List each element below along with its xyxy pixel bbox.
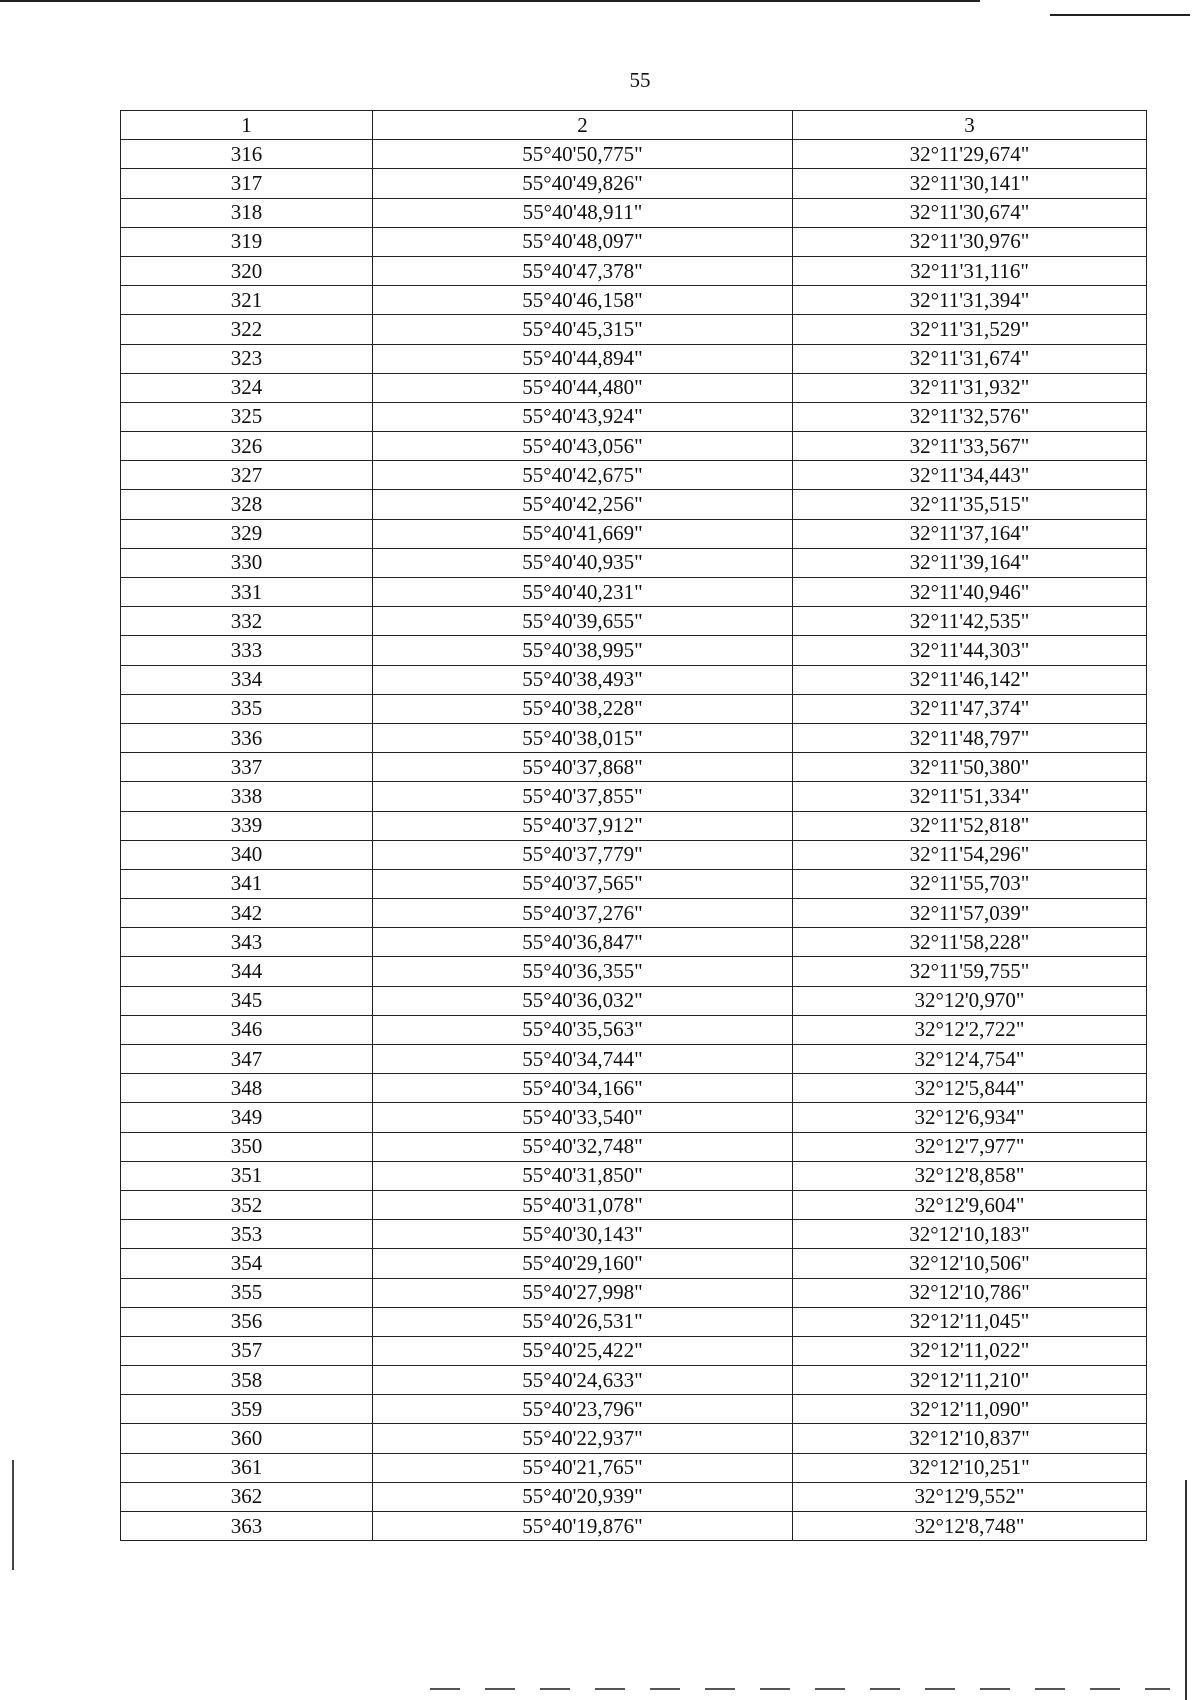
longitude-cell: 32°12'11,022" bbox=[793, 1336, 1147, 1365]
latitude-cell: 55°40'36,032" bbox=[373, 986, 793, 1015]
point-number-cell: 325 bbox=[121, 402, 373, 431]
latitude-cell: 55°40'32,748" bbox=[373, 1132, 793, 1161]
table-row bbox=[121, 169, 1147, 198]
table-row bbox=[121, 665, 1147, 694]
point-number-cell: 331 bbox=[121, 578, 373, 607]
table-row bbox=[121, 636, 1147, 665]
latitude-cell: 55°40'43,924" bbox=[373, 402, 793, 431]
point-number-cell: 348 bbox=[121, 1074, 373, 1103]
table-row bbox=[121, 1424, 1147, 1453]
latitude-cell: 55°40'34,166" bbox=[373, 1074, 793, 1103]
point-number-cell: 321 bbox=[121, 286, 373, 315]
longitude-cell: 32°11'39,164" bbox=[793, 548, 1147, 577]
table-row bbox=[121, 1103, 1147, 1132]
latitude-cell: 55°40'37,565" bbox=[373, 869, 793, 898]
latitude-cell: 55°40'45,315" bbox=[373, 315, 793, 344]
table-row bbox=[121, 315, 1147, 344]
longitude-cell: 32°12'10,506" bbox=[793, 1249, 1147, 1278]
point-number-cell: 317 bbox=[121, 169, 373, 198]
longitude-cell: 32°11'35,515" bbox=[793, 490, 1147, 519]
latitude-cell: 55°40'21,765" bbox=[373, 1453, 793, 1482]
point-number-cell: 328 bbox=[121, 490, 373, 519]
column-header-3: 3 bbox=[793, 111, 1147, 140]
latitude-cell: 55°40'38,015" bbox=[373, 723, 793, 752]
latitude-cell: 55°40'37,276" bbox=[373, 899, 793, 928]
latitude-cell: 55°40'39,655" bbox=[373, 607, 793, 636]
point-number-cell: 354 bbox=[121, 1249, 373, 1278]
latitude-cell: 55°40'29,160" bbox=[373, 1249, 793, 1278]
table-row bbox=[121, 1161, 1147, 1190]
longitude-cell: 32°11'48,797" bbox=[793, 723, 1147, 752]
longitude-cell: 32°12'10,183" bbox=[793, 1220, 1147, 1249]
latitude-cell: 55°40'22,937" bbox=[373, 1424, 793, 1453]
point-number-cell: 329 bbox=[121, 519, 373, 548]
point-number-cell: 358 bbox=[121, 1366, 373, 1395]
latitude-cell: 55°40'26,531" bbox=[373, 1307, 793, 1336]
point-number-cell: 340 bbox=[121, 840, 373, 869]
point-number-cell: 344 bbox=[121, 957, 373, 986]
coordinates-table bbox=[120, 110, 1147, 1541]
scan-dash-bottom bbox=[430, 1688, 1170, 1690]
point-number-cell: 352 bbox=[121, 1190, 373, 1219]
column-header-1: 1 bbox=[121, 111, 373, 140]
latitude-cell: 55°40'31,850" bbox=[373, 1161, 793, 1190]
table-row bbox=[121, 782, 1147, 811]
longitude-cell: 32°12'4,754" bbox=[793, 1045, 1147, 1074]
latitude-cell: 55°40'41,669" bbox=[373, 519, 793, 548]
latitude-cell: 55°40'27,998" bbox=[373, 1278, 793, 1307]
latitude-cell: 55°40'49,826" bbox=[373, 169, 793, 198]
table-row bbox=[121, 986, 1147, 1015]
latitude-cell: 55°40'20,939" bbox=[373, 1482, 793, 1511]
longitude-cell: 32°11'55,703" bbox=[793, 869, 1147, 898]
latitude-cell: 55°40'48,911" bbox=[373, 198, 793, 227]
table-row bbox=[121, 1336, 1147, 1365]
point-number-cell: 357 bbox=[121, 1336, 373, 1365]
point-number-cell: 345 bbox=[121, 986, 373, 1015]
longitude-cell: 32°11'34,443" bbox=[793, 461, 1147, 490]
longitude-cell: 32°12'9,604" bbox=[793, 1190, 1147, 1219]
scan-edge-right bbox=[1185, 1480, 1187, 1700]
longitude-cell: 32°11'57,039" bbox=[793, 899, 1147, 928]
table-row bbox=[121, 227, 1147, 256]
table-row bbox=[121, 256, 1147, 285]
latitude-cell: 55°40'36,355" bbox=[373, 957, 793, 986]
latitude-cell: 55°40'37,912" bbox=[373, 811, 793, 840]
point-number-cell: 338 bbox=[121, 782, 373, 811]
longitude-cell: 32°12'10,786" bbox=[793, 1278, 1147, 1307]
longitude-cell: 32°11'42,535" bbox=[793, 607, 1147, 636]
latitude-cell: 55°40'44,894" bbox=[373, 344, 793, 373]
table-row bbox=[121, 1132, 1147, 1161]
latitude-cell: 55°40'38,493" bbox=[373, 665, 793, 694]
table-row bbox=[121, 578, 1147, 607]
table-row bbox=[121, 811, 1147, 840]
table-row bbox=[121, 1307, 1147, 1336]
point-number-cell: 356 bbox=[121, 1307, 373, 1336]
point-number-cell: 335 bbox=[121, 694, 373, 723]
longitude-cell: 32°12'10,251" bbox=[793, 1453, 1147, 1482]
point-number-cell: 326 bbox=[121, 432, 373, 461]
longitude-cell: 32°11'59,755" bbox=[793, 957, 1147, 986]
latitude-cell: 55°40'48,097" bbox=[373, 227, 793, 256]
scan-edge-top-right bbox=[1050, 14, 1190, 16]
point-number-cell: 346 bbox=[121, 1015, 373, 1044]
longitude-cell: 32°11'31,529" bbox=[793, 315, 1147, 344]
table-body bbox=[121, 140, 1147, 1541]
point-number-cell: 324 bbox=[121, 373, 373, 402]
table-header-row bbox=[121, 111, 1147, 140]
longitude-cell: 32°11'46,142" bbox=[793, 665, 1147, 694]
scan-edge-top bbox=[0, 0, 980, 2]
scan-edge-left bbox=[12, 1460, 14, 1570]
table-row bbox=[121, 1074, 1147, 1103]
table-row bbox=[121, 490, 1147, 519]
point-number-cell: 327 bbox=[121, 461, 373, 490]
longitude-cell: 32°12'10,837" bbox=[793, 1424, 1147, 1453]
table-row bbox=[121, 519, 1147, 548]
longitude-cell: 32°11'54,296" bbox=[793, 840, 1147, 869]
longitude-cell: 32°11'32,576" bbox=[793, 402, 1147, 431]
latitude-cell: 55°40'42,256" bbox=[373, 490, 793, 519]
latitude-cell: 55°40'38,995" bbox=[373, 636, 793, 665]
latitude-cell: 55°40'23,796" bbox=[373, 1395, 793, 1424]
point-number-cell: 349 bbox=[121, 1103, 373, 1132]
table-row bbox=[121, 1220, 1147, 1249]
longitude-cell: 32°11'31,674" bbox=[793, 344, 1147, 373]
latitude-cell: 55°40'37,868" bbox=[373, 753, 793, 782]
table-row bbox=[121, 432, 1147, 461]
longitude-cell: 32°11'50,380" bbox=[793, 753, 1147, 782]
point-number-cell: 355 bbox=[121, 1278, 373, 1307]
longitude-cell: 32°11'31,394" bbox=[793, 286, 1147, 315]
point-number-cell: 362 bbox=[121, 1482, 373, 1511]
longitude-cell: 32°11'29,674" bbox=[793, 140, 1147, 169]
point-number-cell: 333 bbox=[121, 636, 373, 665]
point-number-cell: 343 bbox=[121, 928, 373, 957]
table-row bbox=[121, 461, 1147, 490]
point-number-cell: 316 bbox=[121, 140, 373, 169]
point-number-cell: 339 bbox=[121, 811, 373, 840]
longitude-cell: 32°11'40,946" bbox=[793, 578, 1147, 607]
point-number-cell: 322 bbox=[121, 315, 373, 344]
table-row bbox=[121, 1395, 1147, 1424]
point-number-cell: 363 bbox=[121, 1512, 373, 1541]
table-row bbox=[121, 928, 1147, 957]
table-row bbox=[121, 140, 1147, 169]
table-row bbox=[121, 1366, 1147, 1395]
point-number-cell: 359 bbox=[121, 1395, 373, 1424]
latitude-cell: 55°40'42,675" bbox=[373, 461, 793, 490]
point-number-cell: 341 bbox=[121, 869, 373, 898]
table-row bbox=[121, 840, 1147, 869]
table-row bbox=[121, 694, 1147, 723]
table-row bbox=[121, 1249, 1147, 1278]
latitude-cell: 55°40'37,855" bbox=[373, 782, 793, 811]
longitude-cell: 32°12'8,748" bbox=[793, 1512, 1147, 1541]
longitude-cell: 32°12'8,858" bbox=[793, 1161, 1147, 1190]
point-number-cell: 319 bbox=[121, 227, 373, 256]
table-row bbox=[121, 899, 1147, 928]
point-number-cell: 342 bbox=[121, 899, 373, 928]
latitude-cell: 55°40'40,231" bbox=[373, 578, 793, 607]
latitude-cell: 55°40'24,633" bbox=[373, 1366, 793, 1395]
latitude-cell: 55°40'38,228" bbox=[373, 694, 793, 723]
page-number: 55 bbox=[629, 68, 651, 92]
point-number-cell: 351 bbox=[121, 1161, 373, 1190]
latitude-cell: 55°40'47,378" bbox=[373, 256, 793, 285]
longitude-cell: 32°12'11,090" bbox=[793, 1395, 1147, 1424]
table-row bbox=[121, 373, 1147, 402]
point-number-cell: 332 bbox=[121, 607, 373, 636]
table-row bbox=[121, 198, 1147, 227]
table-row bbox=[121, 1278, 1147, 1307]
point-number-cell: 360 bbox=[121, 1424, 373, 1453]
longitude-cell: 32°11'30,141" bbox=[793, 169, 1147, 198]
table-row bbox=[121, 753, 1147, 782]
longitude-cell: 32°11'47,374" bbox=[793, 694, 1147, 723]
latitude-cell: 55°40'34,744" bbox=[373, 1045, 793, 1074]
column-header-2: 2 bbox=[373, 111, 793, 140]
point-number-cell: 323 bbox=[121, 344, 373, 373]
longitude-cell: 32°11'44,303" bbox=[793, 636, 1147, 665]
longitude-cell: 32°12'11,210" bbox=[793, 1366, 1147, 1395]
longitude-cell: 32°11'51,334" bbox=[793, 782, 1147, 811]
latitude-cell: 55°40'36,847" bbox=[373, 928, 793, 957]
longitude-cell: 32°11'37,164" bbox=[793, 519, 1147, 548]
latitude-cell: 55°40'33,540" bbox=[373, 1103, 793, 1132]
longitude-cell: 32°12'6,934" bbox=[793, 1103, 1147, 1132]
table-row bbox=[121, 607, 1147, 636]
longitude-cell: 32°12'2,722" bbox=[793, 1015, 1147, 1044]
point-number-cell: 337 bbox=[121, 753, 373, 782]
latitude-cell: 55°40'40,935" bbox=[373, 548, 793, 577]
latitude-cell: 55°40'43,056" bbox=[373, 432, 793, 461]
table-row bbox=[121, 957, 1147, 986]
latitude-cell: 55°40'46,158" bbox=[373, 286, 793, 315]
longitude-cell: 32°12'7,977" bbox=[793, 1132, 1147, 1161]
longitude-cell: 32°11'30,674" bbox=[793, 198, 1147, 227]
point-number-cell: 361 bbox=[121, 1453, 373, 1482]
table-row bbox=[121, 344, 1147, 373]
point-number-cell: 353 bbox=[121, 1220, 373, 1249]
table-row bbox=[121, 402, 1147, 431]
longitude-cell: 32°11'33,567" bbox=[793, 432, 1147, 461]
table-row bbox=[121, 869, 1147, 898]
longitude-cell: 32°12'11,045" bbox=[793, 1307, 1147, 1336]
latitude-cell: 55°40'19,876" bbox=[373, 1512, 793, 1541]
latitude-cell: 55°40'35,563" bbox=[373, 1015, 793, 1044]
longitude-cell: 32°12'5,844" bbox=[793, 1074, 1147, 1103]
longitude-cell: 32°11'31,932" bbox=[793, 373, 1147, 402]
point-number-cell: 318 bbox=[121, 198, 373, 227]
longitude-cell: 32°11'30,976" bbox=[793, 227, 1147, 256]
table-row bbox=[121, 1190, 1147, 1219]
latitude-cell: 55°40'25,422" bbox=[373, 1336, 793, 1365]
point-number-cell: 336 bbox=[121, 723, 373, 752]
table-row bbox=[121, 1015, 1147, 1044]
table-row bbox=[121, 1482, 1147, 1511]
latitude-cell: 55°40'44,480" bbox=[373, 373, 793, 402]
longitude-cell: 32°12'9,552" bbox=[793, 1482, 1147, 1511]
latitude-cell: 55°40'31,078" bbox=[373, 1190, 793, 1219]
table-row bbox=[121, 286, 1147, 315]
latitude-cell: 55°40'30,143" bbox=[373, 1220, 793, 1249]
point-number-cell: 320 bbox=[121, 256, 373, 285]
latitude-cell: 55°40'50,775" bbox=[373, 140, 793, 169]
table-row bbox=[121, 1512, 1147, 1541]
point-number-cell: 330 bbox=[121, 548, 373, 577]
table-row bbox=[121, 723, 1147, 752]
point-number-cell: 350 bbox=[121, 1132, 373, 1161]
point-number-cell: 334 bbox=[121, 665, 373, 694]
longitude-cell: 32°11'31,116" bbox=[793, 256, 1147, 285]
latitude-cell: 55°40'37,779" bbox=[373, 840, 793, 869]
longitude-cell: 32°11'58,228" bbox=[793, 928, 1147, 957]
table-row bbox=[121, 548, 1147, 577]
table-row bbox=[121, 1453, 1147, 1482]
longitude-cell: 32°12'0,970" bbox=[793, 986, 1147, 1015]
point-number-cell: 347 bbox=[121, 1045, 373, 1074]
longitude-cell: 32°11'52,818" bbox=[793, 811, 1147, 840]
table-row bbox=[121, 1045, 1147, 1074]
